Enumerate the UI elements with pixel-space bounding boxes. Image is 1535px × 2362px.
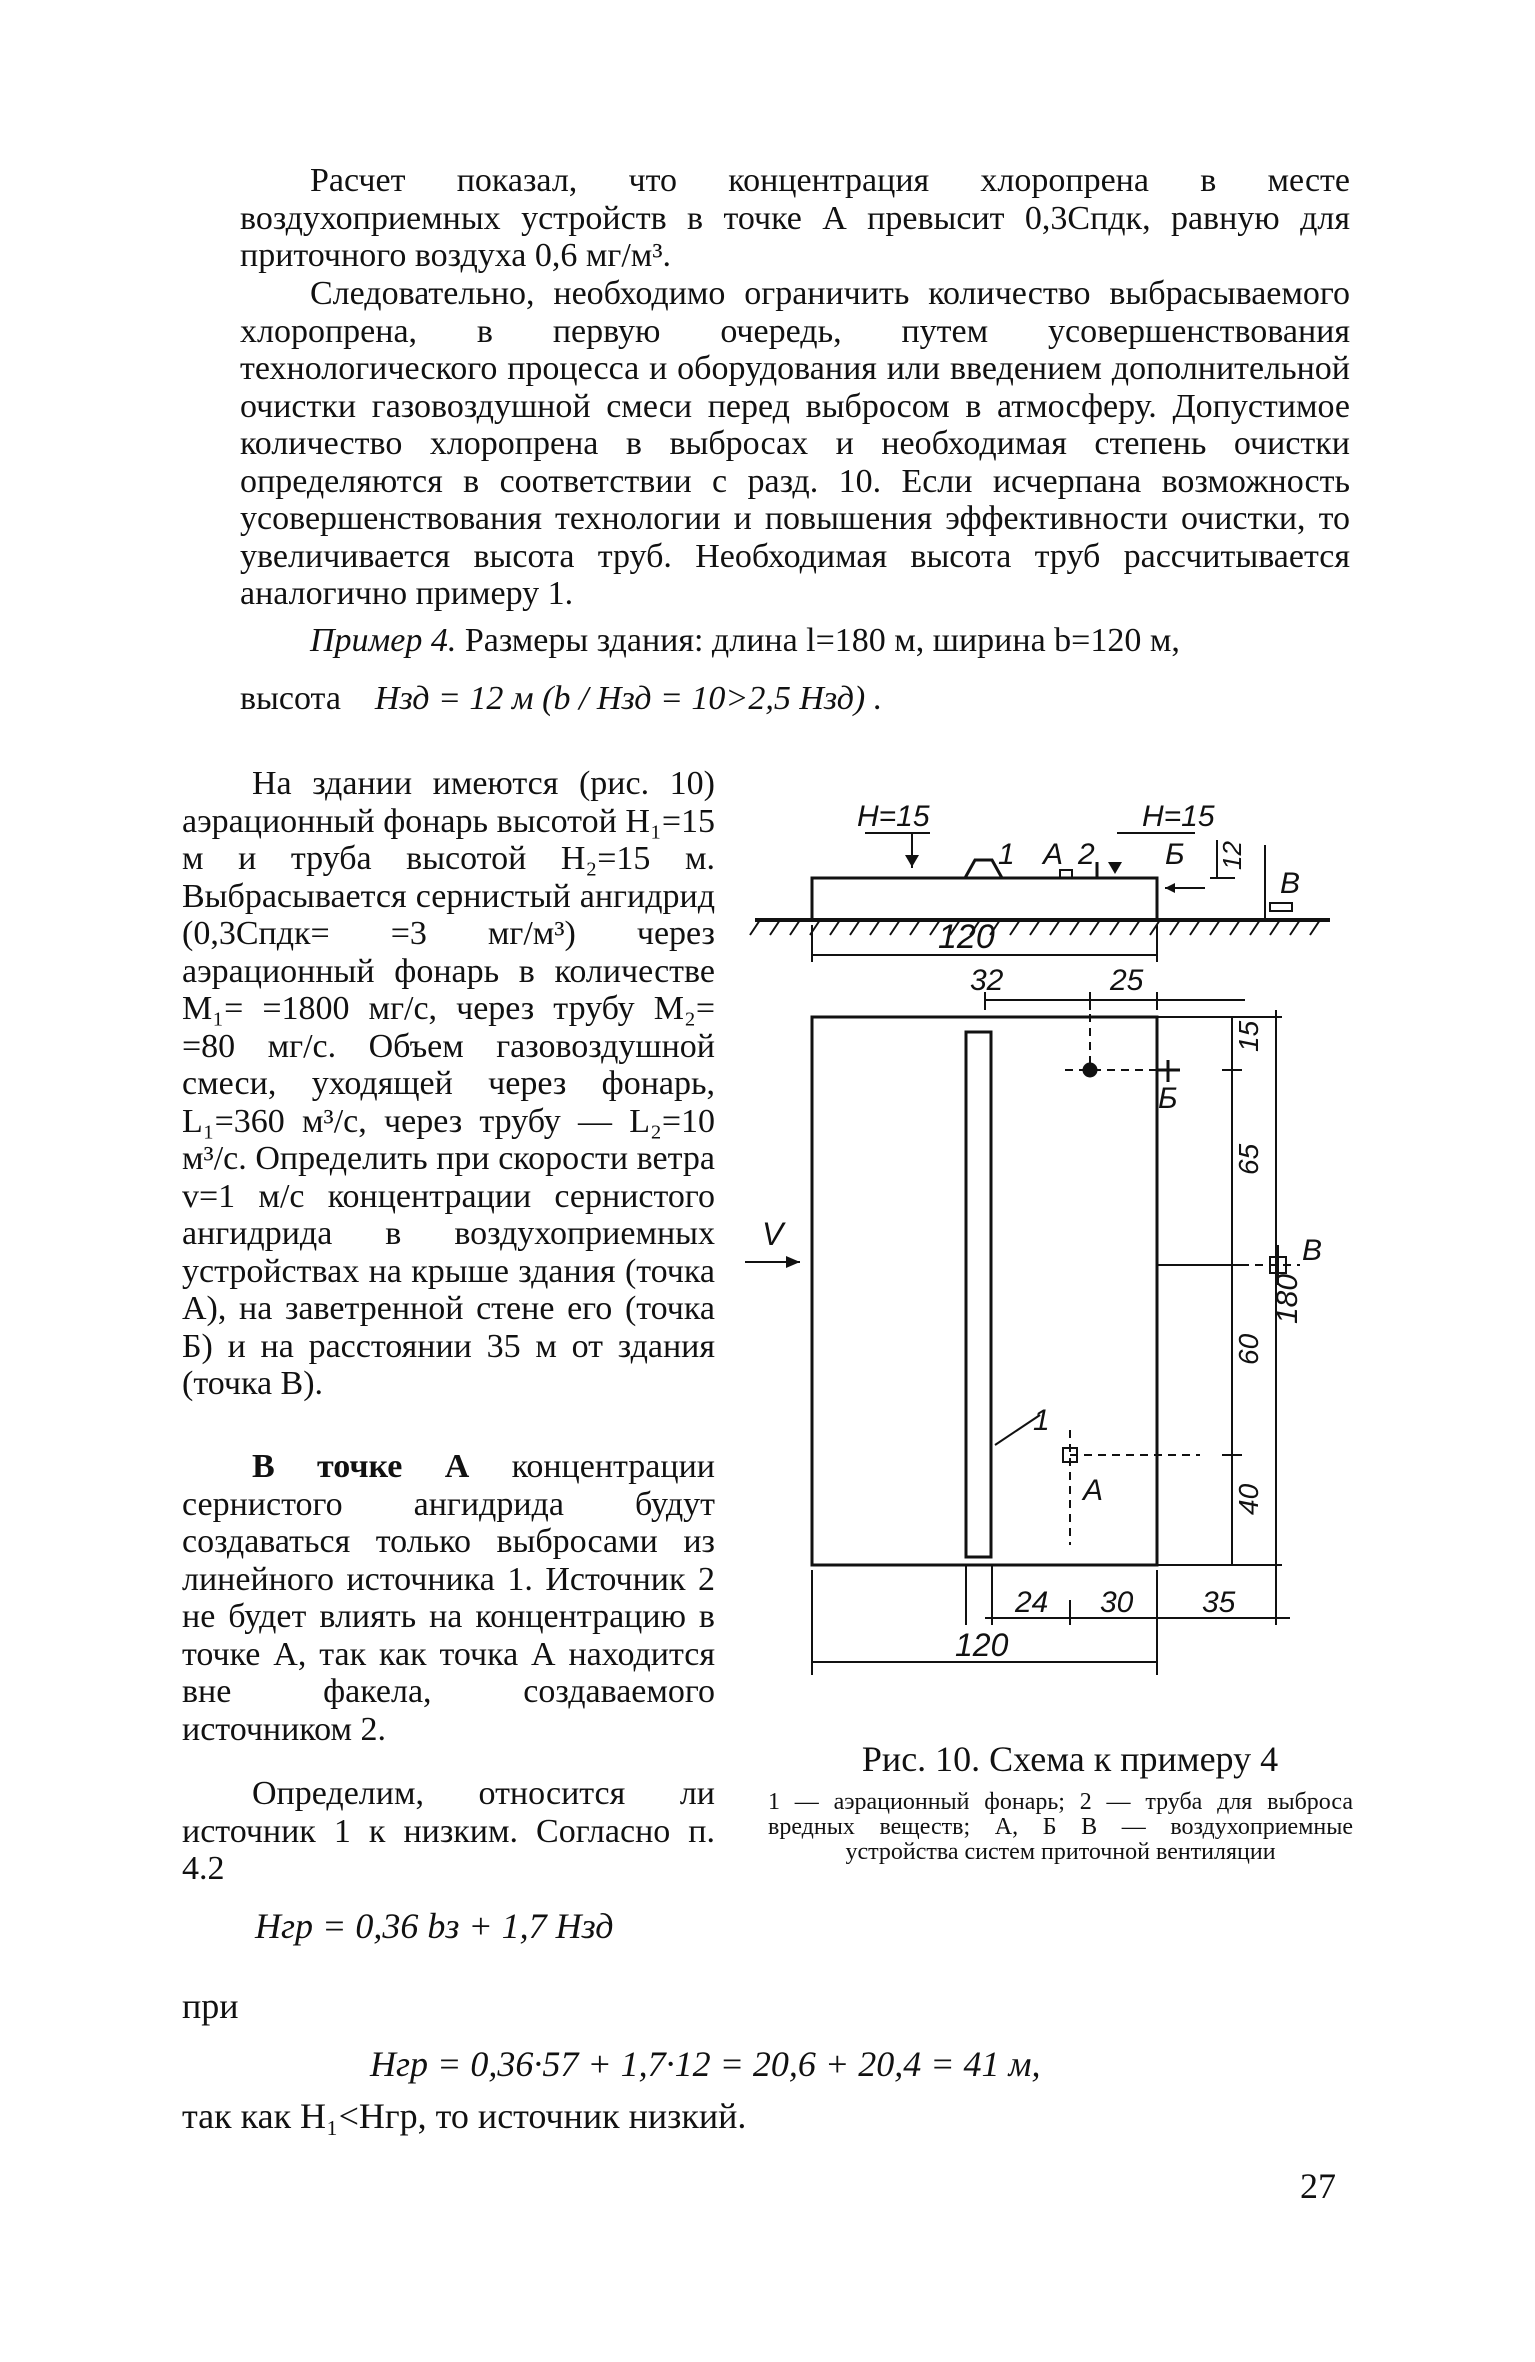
paragraph-3: На здании имеются (рис. 10) аэрационный фонарь высотой H₁=15 м и труба высотой H₂=15 м. Выбрасывается сернистый ангидрид (0,3Спдк= =3 мг/м³) через аэрационный фонарь в количестве M₁= =1800 мг/с, через трубу M₂= =80 мг/с. Объем газовоздушной смеси, уходящей через фонарь, L₁=360 м³/с, через трубу — L₂=10 м³/с. Определить при скорости ветра v=1 м/с концентрации сернистого ангидрида в воздухоприемных устройствах на крыше здания (точка А), на заветренной стене его (точка Б) и на расстоянии 35 м от здания (точка В). xyxy=(182,765,715,1402)
formula-hgr-general: Hгр = 0,36 bз + 1,7 Hзд xyxy=(255,1906,614,1946)
pipe-plan xyxy=(1084,1064,1096,1076)
label-15: 15 xyxy=(1233,1020,1264,1052)
label-wind-v: V xyxy=(762,1216,784,1252)
label-b-elevation: Б xyxy=(1165,838,1185,871)
label-60: 60 xyxy=(1233,1333,1264,1365)
height-label: высота xyxy=(240,680,341,717)
label-120-elevation: 120 xyxy=(938,918,995,956)
figure-10-diagram xyxy=(740,795,1340,1705)
paragraph-1: Расчет показал, что концентрация хлоропрена в месте воздухоприемных устройств в точке А превысит 0,3Спдк, равную для приточного воздуха 0,6 мг/м³. xyxy=(240,162,1350,274)
label-65: 65 xyxy=(1233,1143,1264,1175)
page-number: 27 xyxy=(1300,2166,1336,2206)
paragraph-4-bold: В точке А xyxy=(252,1448,470,1485)
example-4-line xyxy=(310,622,1350,660)
label-35: 35 xyxy=(1202,1586,1236,1619)
label-32: 32 xyxy=(970,964,1004,997)
label-1-elevation: 1 xyxy=(998,838,1015,871)
label-2-elevation: 2 xyxy=(1078,838,1095,871)
label-h15-left: H=15 xyxy=(857,800,930,833)
label-180: 180 xyxy=(1271,1273,1304,1324)
building-plan xyxy=(812,1017,1157,1565)
label-h15-right: H=15 xyxy=(1142,800,1215,833)
paragraph-2: Следовательно, необходимо ограничить количество выбрасываемого хлоропрена, в первую очередь, путем усовершенствования технологического процесса и оборудования или введением дополнительной очистки газовоздушной смеси перед выбросом в атмосферу. Допустимое количество хлоропрена в выбросах и необходимая степень очистки определяются в соответствии с разд. 10. Если исчерпана возможность усовершенствования технологии и повышения эффективности очистки, то увеличивается высота труб. Необходимая высота труб рассчитывается аналогично примеру 1. xyxy=(240,275,1350,612)
label-12: 12 xyxy=(1217,841,1247,870)
label-1-plan: 1 xyxy=(1033,1404,1050,1437)
label-24: 24 xyxy=(1015,1586,1049,1619)
aeration-lantern-elevation xyxy=(965,860,1002,878)
label-v-elevation: В xyxy=(1280,867,1301,900)
label-a-plan: А xyxy=(1083,1474,1104,1507)
label-a-elevation: А xyxy=(1043,838,1064,871)
figure-caption: Рис. 10. Схема к примеру 4 xyxy=(861,1739,1279,1779)
ground-hatching xyxy=(750,920,1320,935)
paragraph-5: Определим, относится ли источник 1 к низким. Согласно п. 4.2 xyxy=(182,1775,715,1887)
intake-v-elevation xyxy=(1270,903,1292,911)
label-120-plan: 120 xyxy=(955,1627,1009,1663)
label-25: 25 xyxy=(1110,964,1144,997)
example-heading: Пример 4. xyxy=(310,622,457,659)
height-formula: Hзд = 12 м (b / Hзд = 10>2,5 Hзд) . xyxy=(374,680,883,717)
paragraph-4 xyxy=(182,1448,715,1748)
formula-hgr-calculated: Hгр = 0,36·57 + 1,7·12 = 20,6 + 20,4 = 41 м, xyxy=(370,2044,1041,2084)
label-30: 30 xyxy=(1100,1586,1134,1619)
example-dimensions: Размеры здания: длина l=180 м, ширина b=120 м, xyxy=(456,622,1180,659)
label-b-plan: Б xyxy=(1158,1082,1178,1115)
building-elevation xyxy=(812,878,1157,920)
paragraph-4-text: концентрации сернистого ангидрида будут создаваться только выбросами из линейного источника 1. Источник 2 не будет влиять на концентрацию в точке А, так как точка А находится вне факела, создаваемого источником 2. xyxy=(182,1448,715,1748)
example-height-line xyxy=(240,680,882,718)
label-40: 40 xyxy=(1233,1483,1264,1515)
conclusion-line: так как H₁<Hгр, то источник низкий. xyxy=(182,2096,747,2136)
label-v-plan: В xyxy=(1302,1234,1323,1267)
text-pri: при xyxy=(182,1986,239,2026)
aeration-lantern-plan xyxy=(966,1032,991,1557)
figure-legend: 1 — аэрационный фонарь; 2 — труба для выброса вредных веществ; А, Б В — воздухоприемные устройства систем приточной вентиляции xyxy=(768,1789,1353,1865)
